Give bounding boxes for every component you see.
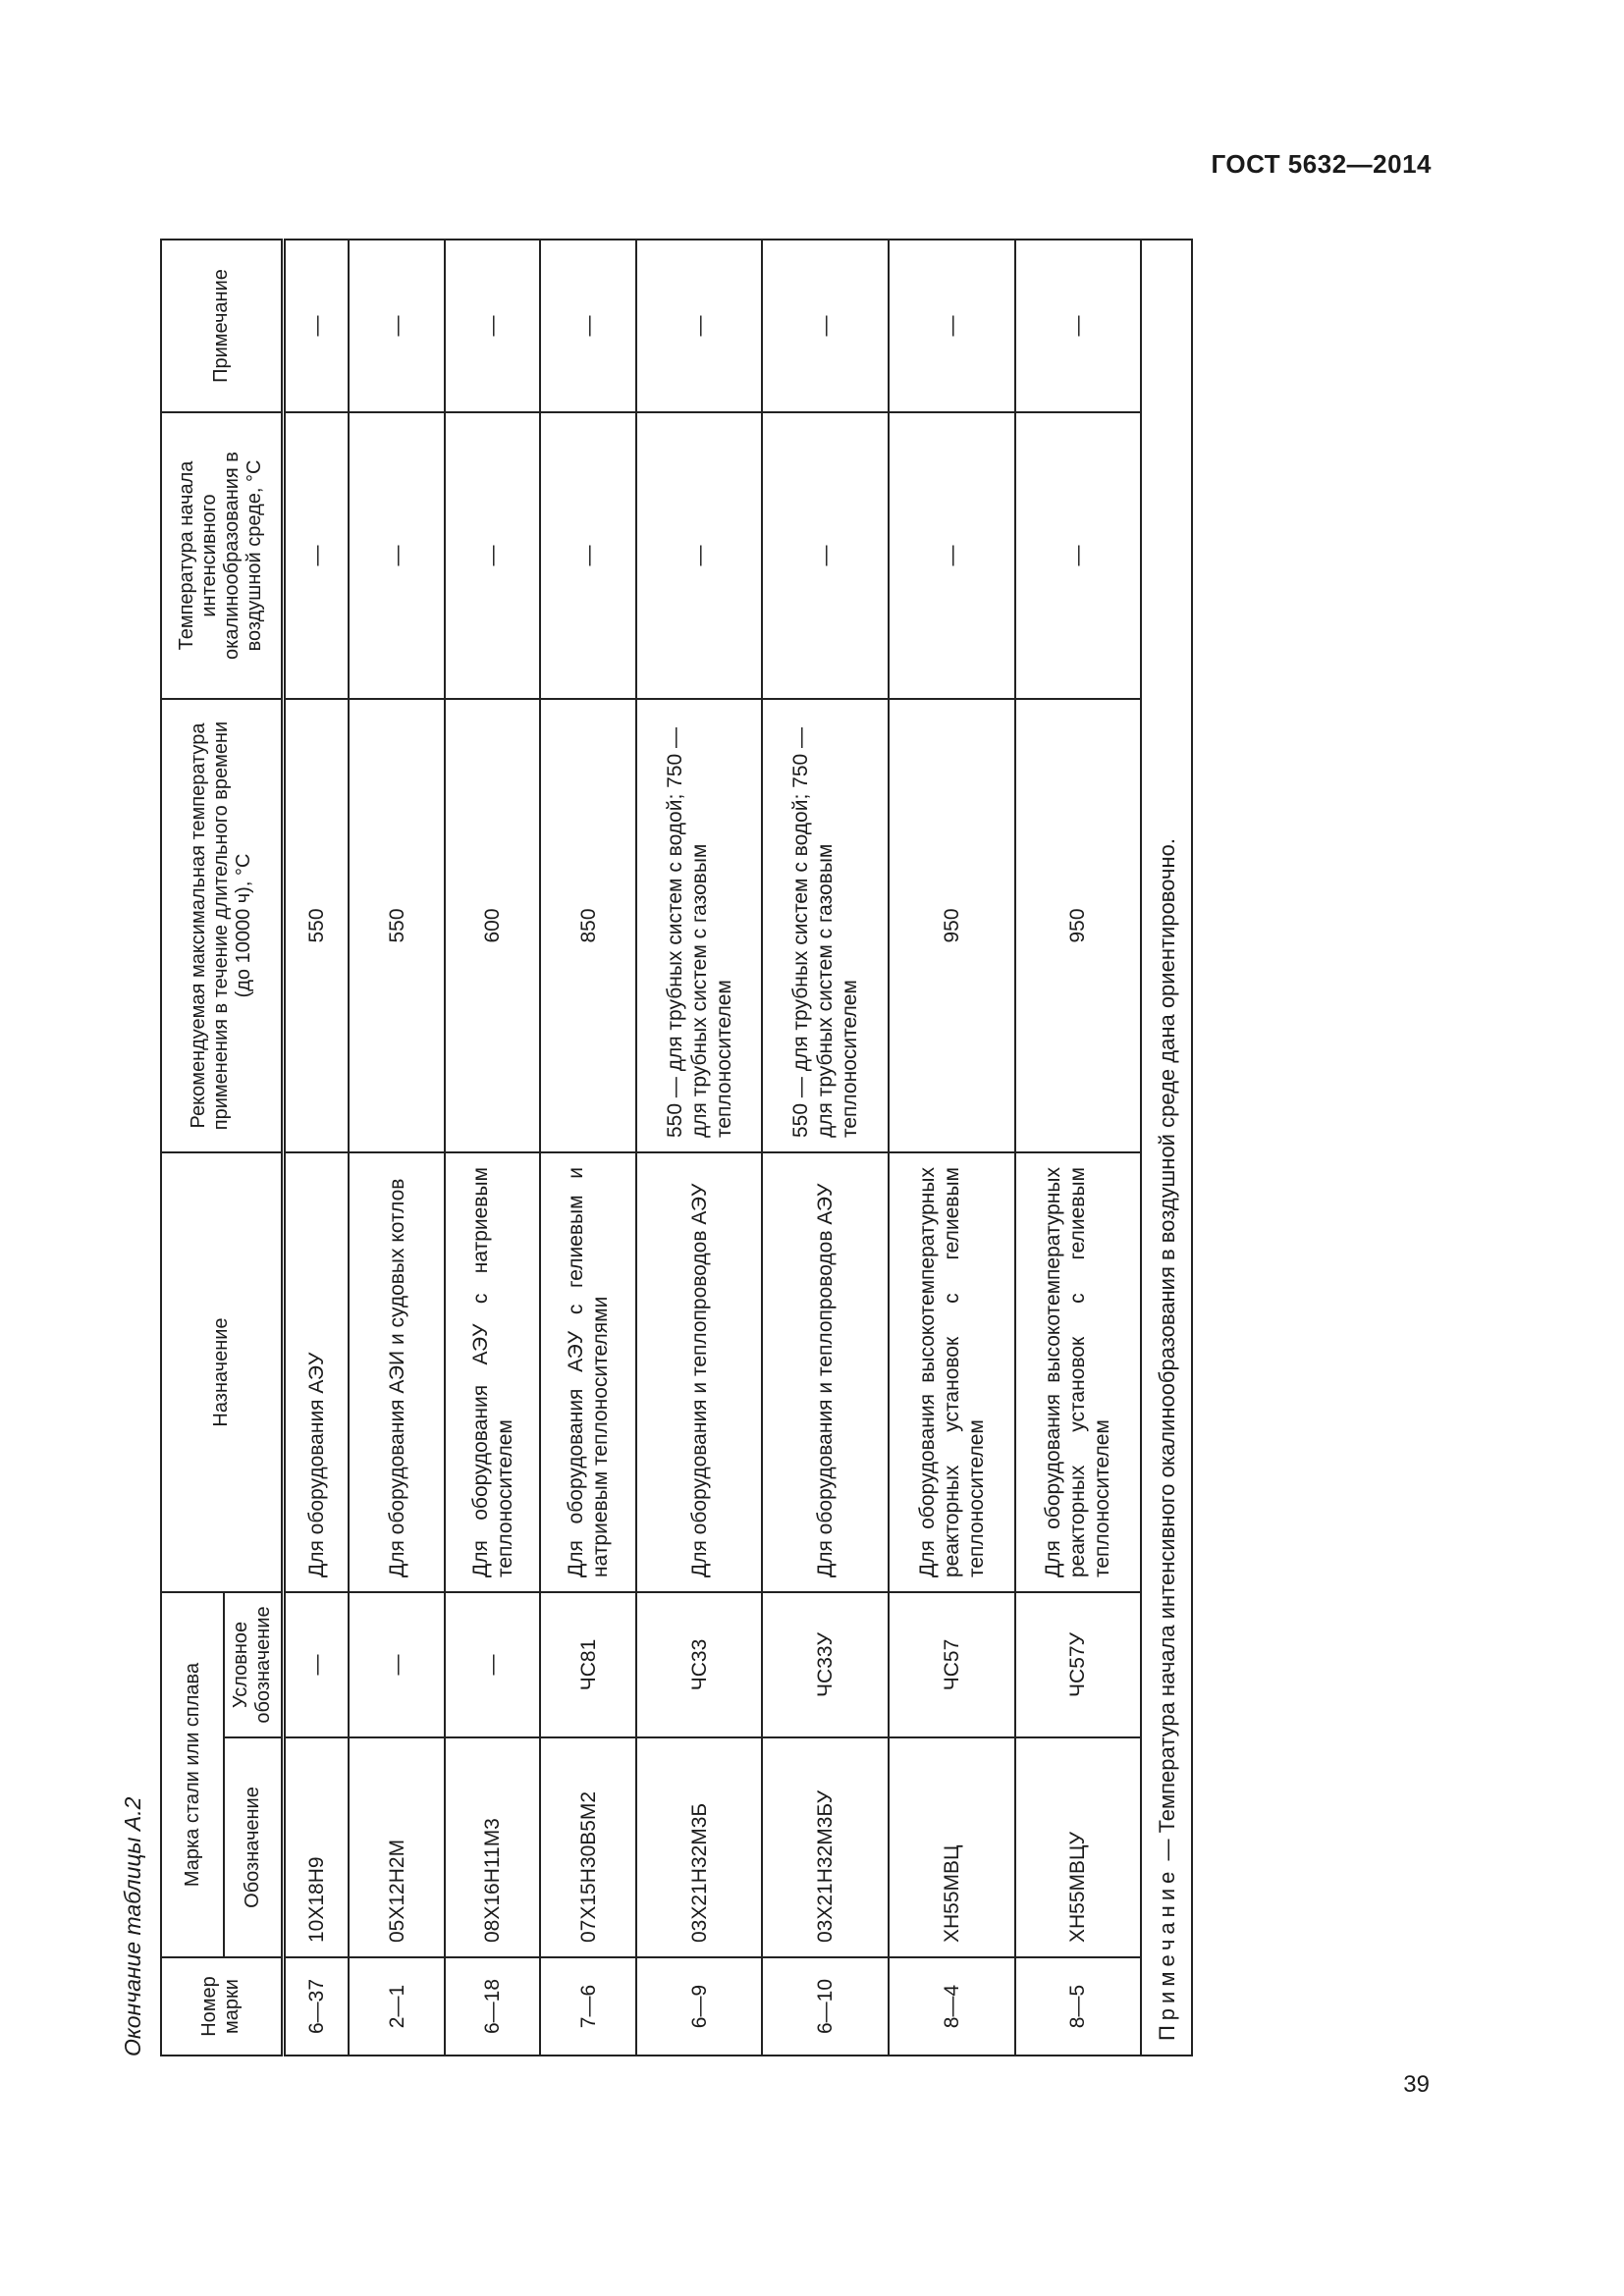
row-number: 2—1 <box>349 1957 444 2056</box>
row-recommended-temp: 550 — для трубных систем с водой; 750 — для трубных систем с газовым теплоносителем <box>762 699 889 1152</box>
row-purpose: Для оборудования АЭУ с гелиевым и натриевым теплоносителями <box>540 1152 635 1592</box>
row-recommended-temp: 850 <box>540 699 635 1152</box>
header-conventional: Условное обозначение <box>224 1592 283 1737</box>
row-scaling-temp: — <box>636 412 763 699</box>
table-row <box>762 240 889 2056</box>
row-purpose: Для оборудования высокотемпературных реакторных установок с гелиевым теплоносителем <box>1015 1152 1142 1592</box>
header-scaling-temp: Температура начала интенсивного окалинообразования в воздушной среде, °С <box>161 412 283 699</box>
row-scaling-temp: — <box>540 412 635 699</box>
row-note: — <box>762 240 889 412</box>
row-scaling-temp: — <box>1015 412 1142 699</box>
row-purpose: Для оборудования высокотемпературных реакторных установок с гелиевым теплоносителем <box>889 1152 1015 1592</box>
row-number: 6—9 <box>636 1957 763 2056</box>
row-scaling-temp: — <box>445 412 540 699</box>
table-footnote <box>1141 240 1192 2056</box>
row-note: — <box>540 240 635 412</box>
row-note: — <box>283 240 349 412</box>
table-row <box>889 240 1015 2056</box>
row-scaling-temp: — <box>889 412 1015 699</box>
row-designation: ХН55МВЦУ <box>1015 1737 1142 1957</box>
row-designation: 08Х16Н11М3 <box>445 1737 540 1957</box>
row-purpose: Для оборудования и теплопроводов АЭУ <box>636 1152 763 1592</box>
row-purpose: Для оборудования АЭУ <box>283 1152 349 1592</box>
header-designation: Обозначение <box>224 1737 283 1957</box>
row-conventional: ЧС33У <box>762 1592 889 1737</box>
row-designation: 10Х18Н9 <box>283 1737 349 1957</box>
row-recommended-temp: 950 <box>889 699 1015 1152</box>
row-designation: 03Х21Н32М3БУ <box>762 1737 889 1957</box>
row-scaling-temp: — <box>762 412 889 699</box>
row-recommended-temp: 950 <box>1015 699 1142 1152</box>
row-number: 6—18 <box>445 1957 540 2056</box>
table-row <box>636 240 763 2056</box>
header-recommended-temp: Рекомендуемая максимальная температура применения в течение длительного времени (до 10000 ч), °С <box>161 699 283 1152</box>
row-designation: 07Х15Н30В5М2 <box>540 1737 635 1957</box>
row-purpose: Для оборудования и теплопроводов АЭУ <box>762 1152 889 1592</box>
header-grade-group: Марка стали или сплава <box>161 1592 224 1957</box>
row-number: 7—6 <box>540 1957 635 2056</box>
table-footnote-row <box>1141 240 1192 2056</box>
rotated-table-block <box>111 240 1179 2056</box>
row-note: — <box>636 240 763 412</box>
table-row <box>540 240 635 2056</box>
row-scaling-temp: — <box>349 412 444 699</box>
row-scaling-temp: — <box>283 412 349 699</box>
row-conventional: ЧС81 <box>540 1592 635 1737</box>
row-conventional: — <box>349 1592 444 1737</box>
row-designation: ХН55МВЦ <box>889 1737 1015 1957</box>
row-note: — <box>445 240 540 412</box>
header-number: Номер марки <box>161 1957 283 2056</box>
header-note: Примечание <box>161 240 283 412</box>
row-recommended-temp: 600 <box>445 699 540 1152</box>
page-number: 39 <box>1403 2071 1430 2098</box>
footnote-text: — Температура начала интенсивного окалинообразования в воздушной среде дана ориентировочно. <box>1154 838 1179 1867</box>
row-conventional: ЧС57 <box>889 1592 1015 1737</box>
row-recommended-temp: 550 — для трубных систем с водой; 750 — для трубных систем с газовым теплоносителем <box>636 699 763 1152</box>
row-note: — <box>889 240 1015 412</box>
header-purpose: Назначение <box>161 1152 283 1592</box>
table-row <box>283 240 349 2056</box>
row-number: 8—4 <box>889 1957 1015 2056</box>
table-row <box>1015 240 1142 2056</box>
row-designation: 05Х12Н2М <box>349 1737 444 1957</box>
row-conventional: ЧС33 <box>636 1592 763 1737</box>
row-conventional: — <box>283 1592 349 1737</box>
row-conventional: ЧС57У <box>1015 1592 1142 1737</box>
row-note: — <box>349 240 444 412</box>
row-purpose: Для оборудования АЭИ и судовых котлов <box>349 1152 444 1592</box>
table-row <box>445 240 540 2056</box>
row-designation: 03Х21Н32М3Б <box>636 1737 763 1957</box>
row-number: 6—37 <box>283 1957 349 2056</box>
row-conventional: — <box>445 1592 540 1737</box>
footnote-label: Примечание <box>1154 1866 1179 2041</box>
table-caption: Окончание таблицы А.2 <box>120 1796 145 2056</box>
document-code: ГОСТ 5632—2014 <box>1211 149 1432 179</box>
row-number: 6—10 <box>762 1957 889 2056</box>
steel-grades-table <box>160 239 1193 2056</box>
table-row <box>349 240 444 2056</box>
row-number: 8—5 <box>1015 1957 1142 2056</box>
row-purpose: Для оборудования АЭУ с натриевым теплоносителем <box>445 1152 540 1592</box>
row-recommended-temp: 550 <box>349 699 444 1152</box>
row-recommended-temp: 550 <box>283 699 349 1152</box>
row-note: — <box>1015 240 1142 412</box>
